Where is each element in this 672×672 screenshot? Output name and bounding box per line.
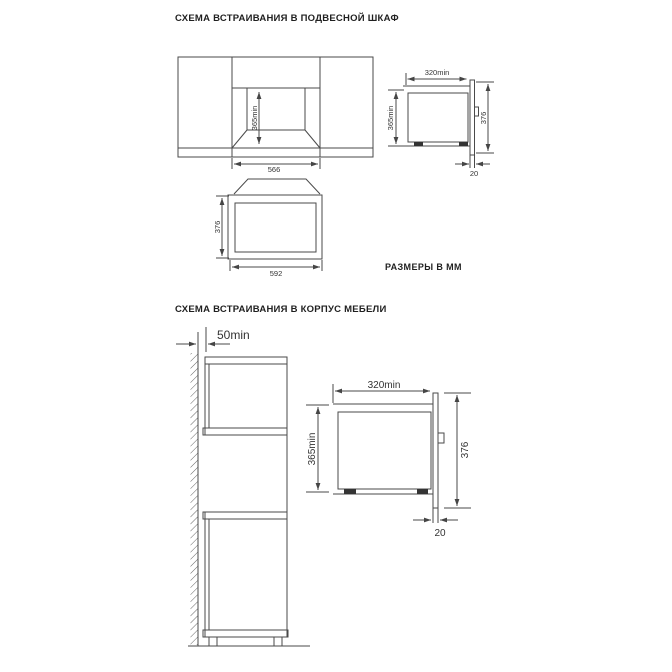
oven-front-view xyxy=(216,179,322,271)
cabinet-foot xyxy=(274,637,282,646)
tall-cabinet-side-view xyxy=(176,327,310,646)
cabinet-foot xyxy=(209,637,217,646)
cabinet-structure xyxy=(203,357,288,646)
microwave-body xyxy=(408,93,468,142)
wall-hatching xyxy=(191,353,198,645)
niche-bottom-shelf xyxy=(203,428,287,435)
front-panel xyxy=(433,393,438,508)
oven-door xyxy=(235,203,316,252)
wall-cabinet-front-view xyxy=(178,57,373,169)
niche-height-label: 365min xyxy=(250,105,259,131)
furniture-side-view xyxy=(306,384,471,523)
niche-back-panel xyxy=(232,88,320,148)
door-handle xyxy=(475,107,479,116)
niche-top-perspective xyxy=(234,179,320,194)
cabinet-base-panel xyxy=(203,630,288,637)
wall-gap-label: 50min xyxy=(217,328,250,342)
side-depth-label: 320min xyxy=(424,68,450,77)
units-label: РАЗМЕРЫ В ММ xyxy=(385,262,462,272)
section-title-furniture-body: СХЕМА ВСТРАИВАНИЯ В КОРПУС МЕБЕЛИ xyxy=(175,304,387,315)
furniture-front-height-label: 376 xyxy=(460,441,471,459)
oven-frame xyxy=(228,195,322,259)
microwave-foot xyxy=(459,142,468,146)
dimension-overhang xyxy=(413,508,458,523)
side-front-height-label: 376 xyxy=(479,111,488,125)
furniture-depth-label: 320min xyxy=(367,380,401,391)
front-panel xyxy=(470,80,475,155)
section-title-wall-cabinet: СХЕМА ВСТРАИВАНИЯ В ПОДВЕСНОЙ ШКАФ xyxy=(175,13,399,24)
microwave-foot xyxy=(417,489,428,494)
niche-width-label: 566 xyxy=(267,165,281,174)
side-overhang-label: 20 xyxy=(469,169,479,178)
furniture-overhang-label: 20 xyxy=(434,528,446,539)
microwave-foot xyxy=(344,489,356,494)
door-handle xyxy=(438,433,444,443)
cabinet-outline xyxy=(178,57,373,157)
cabinet-top-panel xyxy=(205,357,287,364)
side-height-label: 365min xyxy=(386,105,395,131)
dimension-overhang xyxy=(455,155,490,168)
oven-height-label: 376 xyxy=(213,220,222,234)
microwave-body xyxy=(338,412,431,489)
microwave-foot xyxy=(414,142,423,146)
oven-width-label: 592 xyxy=(269,269,283,278)
furniture-height-label: 365min xyxy=(307,432,318,466)
lower-section-top-shelf xyxy=(203,512,287,519)
